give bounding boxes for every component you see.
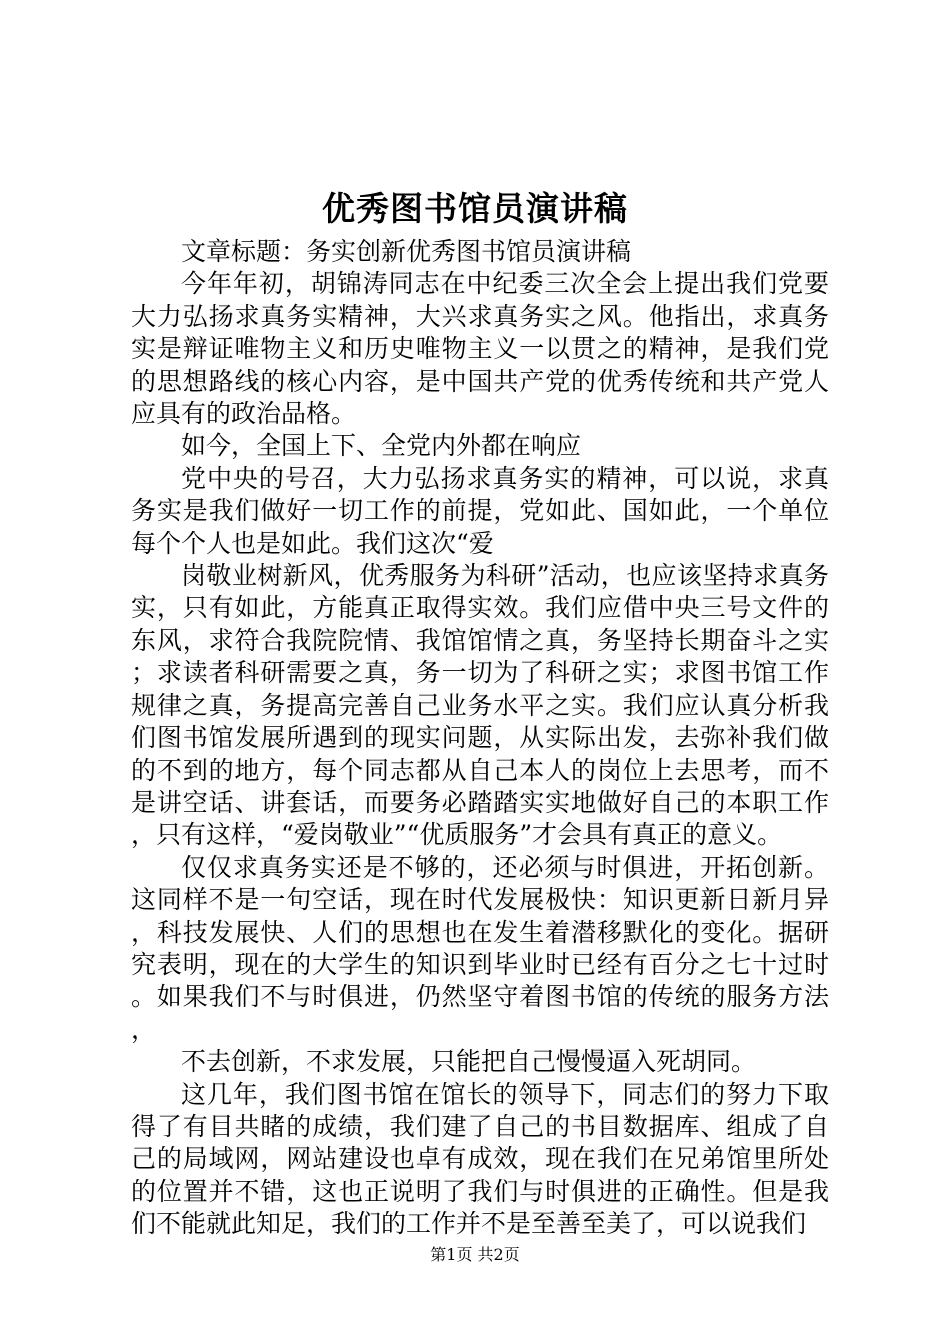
paragraph: 这几年，我们图书馆在馆长的领导下，同志们的努力下取得了有目共睹的成绩，我们建了自己的书目数据库、组成了自己的局域网，网站建设也卓有成效，现在我们在兄弟馆里所处的位置并不错，这也正说明了我们与时俱进的正确性。但是我们不能就此知足，我们的工作并不是至善至美了，可以说我们: [131, 1079, 829, 1239]
paragraph: 文章标题：务实创新优秀图书馆员演讲稿: [181, 237, 632, 266]
page-number-footer: 第1页 共2页: [430, 1245, 520, 1264]
document-body: [131, 236, 829, 1241]
paragraph: 党中央的号召，大力弘扬求真务实的精神，可以说，求真务实是我们做好一切工作的前提，党如此、国如此，一个单位每个个人也是如此。我们这次“爱: [131, 463, 829, 558]
paragraph: 今年年初，胡锦涛同志在中纪委三次全会上提出我们党要大力弘扬求真务实精神，大兴求真务实之风。他指出，求真务实是辩证唯物主义和历史唯物主义一以贯之的精神，是我们党的思想路线的核心内容，是中国共产党的优秀传统和共产党人应具有的政治品格。: [131, 269, 829, 429]
paragraph: 不去创新，不求发展，只能把自己慢慢逼入死胡同。: [181, 1047, 757, 1077]
paragraph: 如今，全国上下、全党内外都在响应: [181, 431, 582, 461]
paragraph: 岗敬业树新风，优秀服务为科研”活动，也应该坚持求真务实，只有如此，方能真正取得实效。我们应借中央三号文件的东风，求符合我院院情、我馆馆情之真，务坚持长期奋斗之实；求读者科研需要之真，务一切为了科研之实；求图书馆工作规律之真，务提高完善自己业务水平之实。我们应认真分析我们图书馆发展所遇到的现实问题，从实际出发，去弥补我们做的不到的地方，每个同志都从自己本人的岗位上去思考，而不是讲空话、讲套话，而要务必踏踏实实地做好自己的本职工作，只有这样，“爱岗敬业”“优质服务”才会具有真正的意义。: [131, 561, 829, 850]
paragraph: 仅仅求真务实还是不够的，还必须与时俱进，开拓创新。这同样不是一句空话，现在时代发展极快：知识更新日新月异，科技发展快、人们的思想也在发生着潜移默化的变化。据研究表明，现在的大学生的知识到毕业时已经有百分之七十过时。如果我们不与时俱进，仍然坚守着图书馆的传统的服务方法，: [131, 852, 829, 1044]
document-title: 优秀图书馆员演讲稿: [322, 189, 628, 228]
